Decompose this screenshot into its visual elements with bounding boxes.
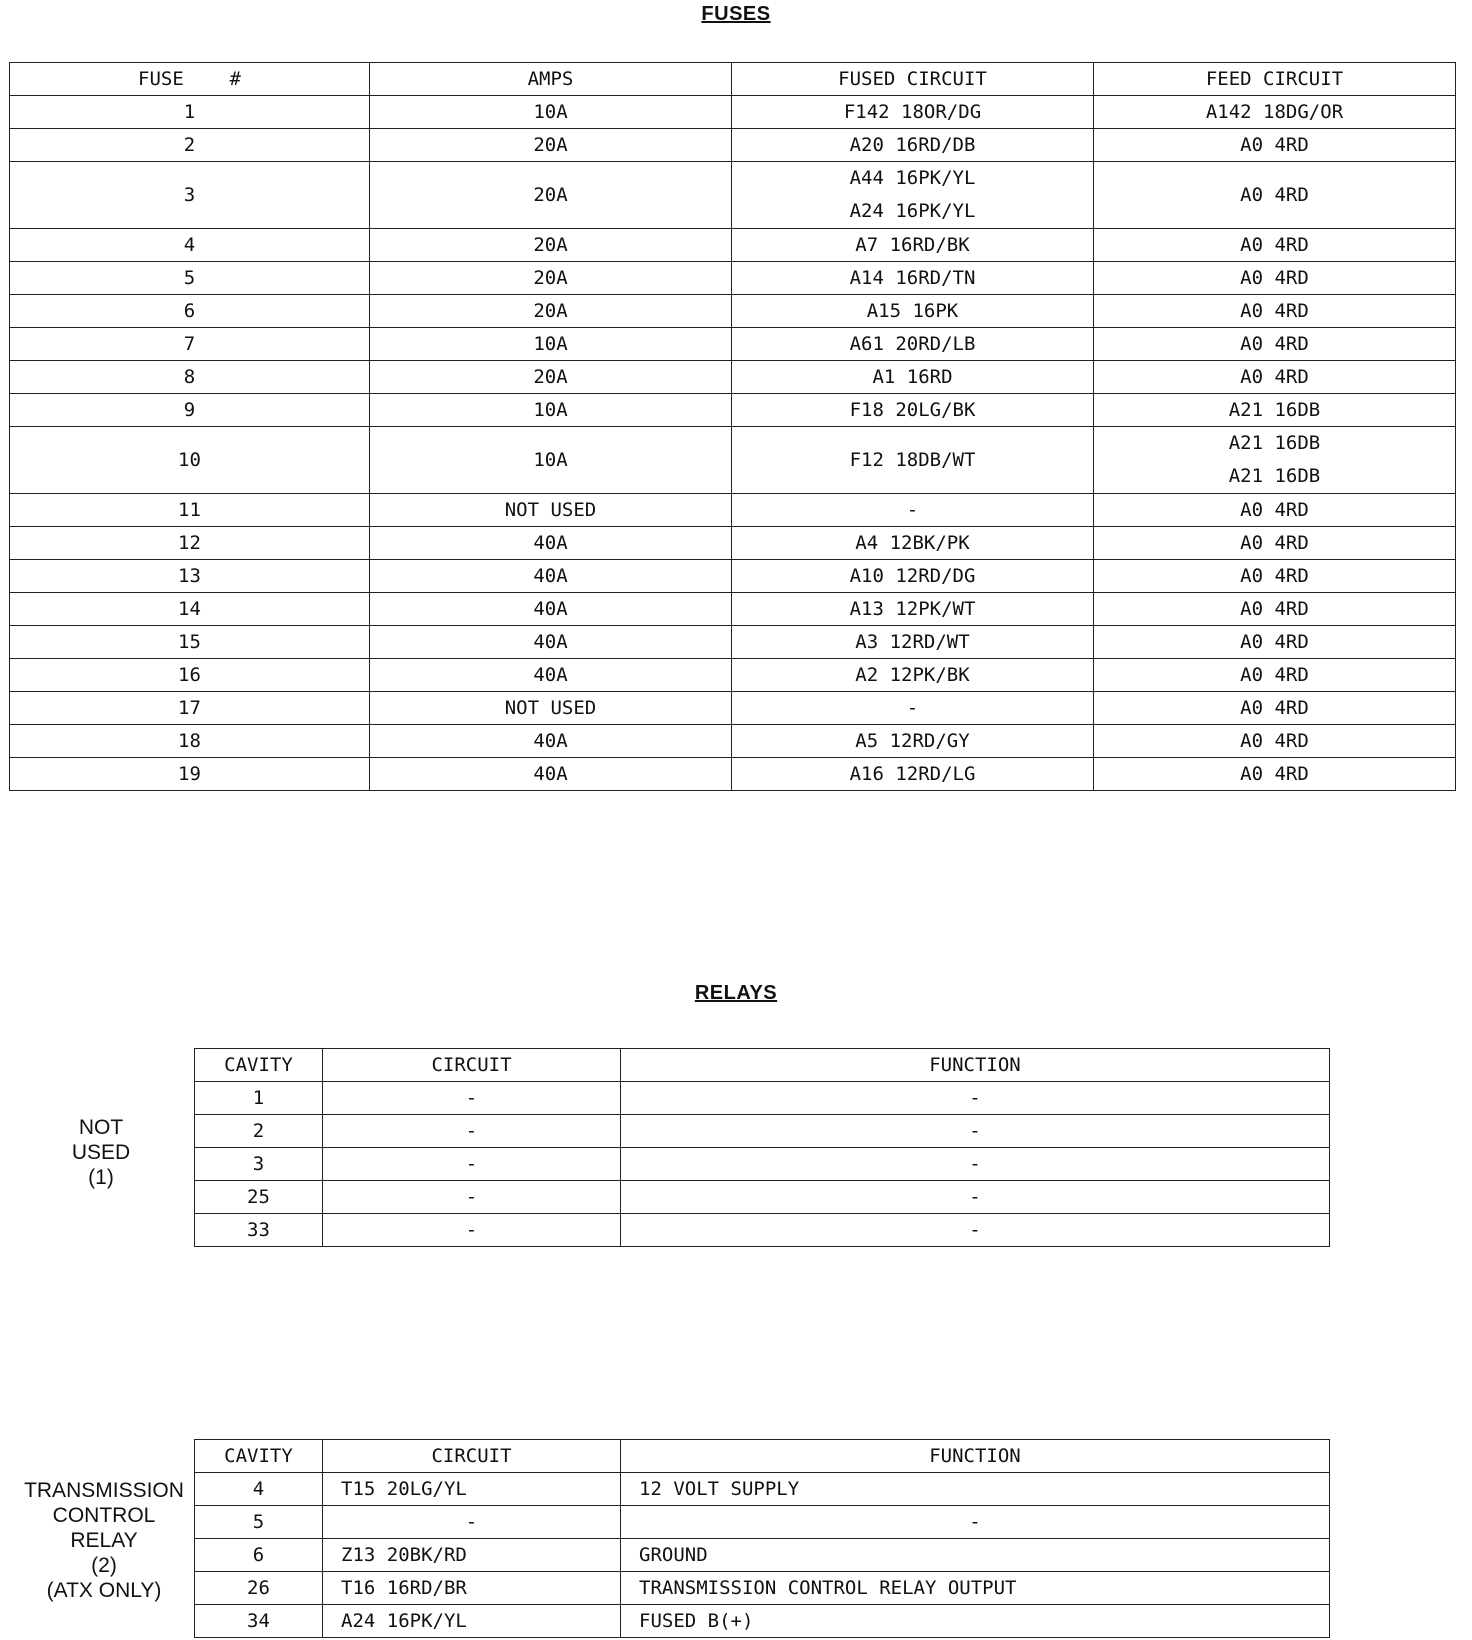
- fused-circuit-line: A4 12BK/PK: [855, 532, 970, 554]
- fuse-number: 18: [10, 725, 370, 758]
- feed-circuit-line: A0 4RD: [1240, 267, 1309, 289]
- feed-circuit: [1094, 229, 1456, 262]
- fused-circuit: [732, 626, 1094, 659]
- fuse-amps: 20A: [370, 229, 732, 262]
- fuses-header-row: [10, 63, 1456, 96]
- circuit-header: CIRCUIT: [323, 1049, 621, 1082]
- fuse-number: 19: [10, 758, 370, 791]
- fused-circuit: [732, 494, 1094, 527]
- feed-circuit: [1094, 692, 1456, 725]
- relay-row: [195, 1181, 1330, 1214]
- feed-circuit-line: A0 4RD: [1240, 664, 1309, 686]
- feed-circuit: [1094, 129, 1456, 162]
- fuse-number: 11: [10, 494, 370, 527]
- fuse-number: 10: [10, 427, 370, 494]
- feed-circuit-line: A21 16DB: [1228, 432, 1321, 454]
- not-used-label: [50, 1115, 152, 1190]
- fused-circuit-line: F12 18DB/WT: [849, 448, 976, 471]
- relays-title: RELAYS: [694, 982, 778, 1004]
- relay-row: [195, 1605, 1330, 1638]
- relay-row: [195, 1473, 1330, 1506]
- fuse-row: [10, 295, 1456, 328]
- fused-circuit: [732, 659, 1094, 692]
- fused-circuit-line: A5 12RD/GY: [855, 730, 970, 752]
- feed-circuit: [1094, 427, 1456, 494]
- fuse-row: [10, 527, 1456, 560]
- feed-circuit: [1094, 626, 1456, 659]
- transmission-control-relay-table: [194, 1439, 1330, 1638]
- fused-circuit: [732, 129, 1094, 162]
- feed-circuit: [1094, 527, 1456, 560]
- relay-cavity: 2: [195, 1115, 323, 1148]
- fuse-row: [10, 494, 1456, 527]
- fuse-number: 9: [10, 394, 370, 427]
- relay-row: [195, 1214, 1330, 1247]
- feed-circuit-line: A21 16DB: [1228, 465, 1321, 487]
- fused-circuit-line: -: [906, 697, 919, 719]
- feed-circuit-line: A0 4RD: [1240, 300, 1309, 322]
- feed-circuit-line: A0 4RD: [1240, 532, 1309, 554]
- feed-circuit: [1094, 593, 1456, 626]
- amps-header: AMPS: [370, 63, 732, 96]
- relay-circuit: -: [323, 1082, 621, 1115]
- feed-circuit-line: A0 4RD: [1240, 565, 1309, 587]
- fuse-amps: 40A: [370, 593, 732, 626]
- feed-circuit: [1094, 96, 1456, 129]
- fuse-amps: 10A: [370, 96, 732, 129]
- feed-circuit: [1094, 659, 1456, 692]
- fused-circuit-line: A61 20RD/LB: [849, 333, 976, 355]
- relay-row: [195, 1115, 1330, 1148]
- fused-circuit: [732, 328, 1094, 361]
- fuse-amps: 40A: [370, 560, 732, 593]
- fuse-amps: NOT USED: [370, 692, 732, 725]
- relay-circuit: -: [323, 1181, 621, 1214]
- feed-circuit: [1094, 162, 1456, 229]
- fused-circuit: [732, 560, 1094, 593]
- feed-circuit: [1094, 361, 1456, 394]
- fused-circuit-line: A10 12RD/DG: [849, 565, 976, 587]
- fuse-number: 5: [10, 262, 370, 295]
- relay-cavity: 3: [195, 1148, 323, 1181]
- relay-cavity: 1: [195, 1082, 323, 1115]
- relay-circuit: -: [323, 1214, 621, 1247]
- fuse-amps: 10A: [370, 394, 732, 427]
- feed-circuit: [1094, 328, 1456, 361]
- fuse-amps: 20A: [370, 295, 732, 328]
- relays-header-row: [195, 1049, 1330, 1082]
- fuses-table: [9, 62, 1456, 791]
- fuse-row: [10, 129, 1456, 162]
- fuse-number: 7: [10, 328, 370, 361]
- fuse-row: [10, 626, 1456, 659]
- fused-circuit: [732, 361, 1094, 394]
- tcr-label-line: RELAY: [70, 1529, 138, 1552]
- relay-function: -: [621, 1148, 1330, 1181]
- fused-circuit-line: A3 12RD/WT: [855, 631, 970, 653]
- fuse-row: [10, 593, 1456, 626]
- tcr-cavity-header: CAVITY: [195, 1440, 323, 1473]
- relay-function: GROUND: [621, 1539, 1330, 1572]
- relay-cavity: 6: [195, 1539, 323, 1572]
- feed-circuit-header: FEED CIRCUIT: [1094, 63, 1456, 96]
- fuse-row: [10, 229, 1456, 262]
- fused-circuit-line: F18 20LG/BK: [849, 399, 976, 421]
- fused-circuit-line: A24 16PK/YL: [849, 200, 976, 222]
- fused-circuit: [732, 758, 1094, 791]
- fused-circuit-header: FUSED CIRCUIT: [732, 63, 1094, 96]
- relay-function: TRANSMISSION CONTROL RELAY OUTPUT: [621, 1572, 1330, 1605]
- fuse-row: [10, 394, 1456, 427]
- relay-cavity: 34: [195, 1605, 323, 1638]
- fused-circuit-line: A2 12PK/BK: [855, 664, 970, 686]
- tcr-label-line: (2): [91, 1554, 117, 1577]
- fuse-row: [10, 758, 1456, 791]
- fused-circuit: [732, 262, 1094, 295]
- feed-circuit-line: A0 4RD: [1240, 234, 1309, 256]
- fuse-row: [10, 659, 1456, 692]
- relay-circuit: -: [323, 1115, 621, 1148]
- fuse-amps: NOT USED: [370, 494, 732, 527]
- fuse-row: [10, 427, 1456, 494]
- fuse-amps: 20A: [370, 262, 732, 295]
- function-header: FUNCTION: [621, 1049, 1330, 1082]
- relay-circuit: -: [323, 1506, 621, 1539]
- fuse-amps: 40A: [370, 527, 732, 560]
- fuse-row: [10, 692, 1456, 725]
- fuse-number: 12: [10, 527, 370, 560]
- relay-cavity: 4: [195, 1473, 323, 1506]
- fused-circuit-line: A13 12PK/WT: [849, 598, 976, 620]
- not-used-relays-table: [194, 1048, 1330, 1247]
- fuse-number: 2: [10, 129, 370, 162]
- fuse-number: 1: [10, 96, 370, 129]
- fused-circuit-line: A1 16RD: [872, 366, 953, 388]
- tcr-label-line: CONTROL: [52, 1504, 156, 1527]
- fuse-number-header: FUSE #: [10, 63, 370, 96]
- relay-cavity: 25: [195, 1181, 323, 1214]
- relay-circuit: A24 16PK/YL: [323, 1605, 621, 1638]
- tcr-header-row: [195, 1440, 1330, 1473]
- fuse-row: [10, 361, 1456, 394]
- relay-row: [195, 1539, 1330, 1572]
- relay-circuit: -: [323, 1148, 621, 1181]
- fuse-number: 13: [10, 560, 370, 593]
- relay-row: [195, 1148, 1330, 1181]
- fuse-amps: 40A: [370, 758, 732, 791]
- feed-circuit-line: A0 4RD: [1240, 763, 1309, 785]
- tcr-body: [195, 1473, 1330, 1638]
- feed-circuit: [1094, 758, 1456, 791]
- fuse-number: 14: [10, 593, 370, 626]
- feed-circuit-line: A21 16DB: [1228, 399, 1321, 421]
- fuse-row: [10, 262, 1456, 295]
- fuse-row: [10, 328, 1456, 361]
- fuse-amps: 40A: [370, 626, 732, 659]
- relay-circuit: Z13 20BK/RD: [323, 1539, 621, 1572]
- fused-circuit: [732, 427, 1094, 494]
- fused-circuit: [732, 295, 1094, 328]
- transmission-control-relay-label: [6, 1478, 202, 1603]
- not-used-body: [195, 1082, 1330, 1247]
- fuse-row: [10, 725, 1456, 758]
- fuse-amps: 10A: [370, 328, 732, 361]
- fused-circuit: [732, 394, 1094, 427]
- feed-circuit-line: A0 4RD: [1240, 333, 1309, 355]
- fuse-row: [10, 96, 1456, 129]
- fuse-number: 15: [10, 626, 370, 659]
- relay-row: [195, 1082, 1330, 1115]
- feed-circuit-line: A0 4RD: [1240, 134, 1309, 156]
- feed-circuit: [1094, 295, 1456, 328]
- fuses-body: [10, 96, 1456, 791]
- relay-circuit: T15 20LG/YL: [323, 1473, 621, 1506]
- feed-circuit-line: A0 4RD: [1240, 730, 1309, 752]
- feed-circuit-line: A0 4RD: [1240, 697, 1309, 719]
- fuse-number: 16: [10, 659, 370, 692]
- fuse-number: 4: [10, 229, 370, 262]
- fused-circuit-line: A44 16PK/YL: [849, 167, 976, 189]
- tcr-function-header: FUNCTION: [621, 1440, 1330, 1473]
- feed-circuit: [1094, 394, 1456, 427]
- relay-circuit: T16 16RD/BR: [323, 1572, 621, 1605]
- fuse-amps: 20A: [370, 129, 732, 162]
- feed-circuit: [1094, 262, 1456, 295]
- feed-circuit: [1094, 560, 1456, 593]
- fused-circuit: [732, 725, 1094, 758]
- fused-circuit-line: A7 16RD/BK: [855, 234, 970, 256]
- fused-circuit: [732, 692, 1094, 725]
- not-used-label-line: NOT: [78, 1116, 124, 1139]
- tcr-circuit-header: CIRCUIT: [323, 1440, 621, 1473]
- feed-circuit-line: A0 4RD: [1240, 366, 1309, 388]
- fused-circuit: [732, 229, 1094, 262]
- fuses-title: FUSES: [701, 3, 771, 25]
- fused-circuit: [732, 96, 1094, 129]
- fused-circuit-line: A15 16PK: [866, 300, 959, 322]
- fused-circuit-line: F142 18OR/DG: [843, 101, 982, 123]
- fused-circuit-line: A20 16RD/DB: [849, 134, 976, 156]
- relay-row: [195, 1572, 1330, 1605]
- relay-row: [195, 1506, 1330, 1539]
- feed-circuit-line: A0 4RD: [1240, 183, 1309, 206]
- fuse-amps: 10A: [370, 427, 732, 494]
- fuse-number: 17: [10, 692, 370, 725]
- feed-circuit-line: A0 4RD: [1240, 631, 1309, 653]
- tcr-label-line: (ATX ONLY): [46, 1579, 162, 1602]
- fuse-amps: 40A: [370, 725, 732, 758]
- relay-function: -: [621, 1115, 1330, 1148]
- fuse-number: 6: [10, 295, 370, 328]
- relay-function: -: [621, 1214, 1330, 1247]
- feed-circuit-line: A0 4RD: [1240, 598, 1309, 620]
- feed-circuit-line: A142 18DG/OR: [1205, 101, 1344, 123]
- relay-function: -: [621, 1082, 1330, 1115]
- relay-cavity: 33: [195, 1214, 323, 1247]
- fused-circuit: [732, 593, 1094, 626]
- fuse-amps: 40A: [370, 659, 732, 692]
- not-used-label-line: (1): [88, 1166, 114, 1189]
- feed-circuit-line: A0 4RD: [1240, 499, 1309, 521]
- fused-circuit: [732, 162, 1094, 229]
- relay-function: FUSED B(+): [621, 1605, 1330, 1638]
- fused-circuit-line: -: [906, 499, 919, 521]
- feed-circuit: [1094, 725, 1456, 758]
- fuse-row: [10, 560, 1456, 593]
- fuse-number: 8: [10, 361, 370, 394]
- fused-circuit-line: A16 12RD/LG: [849, 763, 976, 785]
- fuse-number: 3: [10, 162, 370, 229]
- feed-circuit: [1094, 494, 1456, 527]
- fuse-row: [10, 162, 1456, 229]
- relay-cavity: 26: [195, 1572, 323, 1605]
- fused-circuit-line: A14 16RD/TN: [849, 267, 976, 289]
- fuse-amps: 20A: [370, 361, 732, 394]
- relay-function: 12 VOLT SUPPLY: [621, 1473, 1330, 1506]
- not-used-label-line: USED: [71, 1141, 131, 1164]
- cavity-header: CAVITY: [195, 1049, 323, 1082]
- relay-function: -: [621, 1181, 1330, 1214]
- relay-cavity: 5: [195, 1506, 323, 1539]
- tcr-label-line: TRANSMISSION: [24, 1479, 184, 1502]
- fused-circuit: [732, 527, 1094, 560]
- fuse-amps: 20A: [370, 162, 732, 229]
- relay-function: -: [621, 1506, 1330, 1539]
